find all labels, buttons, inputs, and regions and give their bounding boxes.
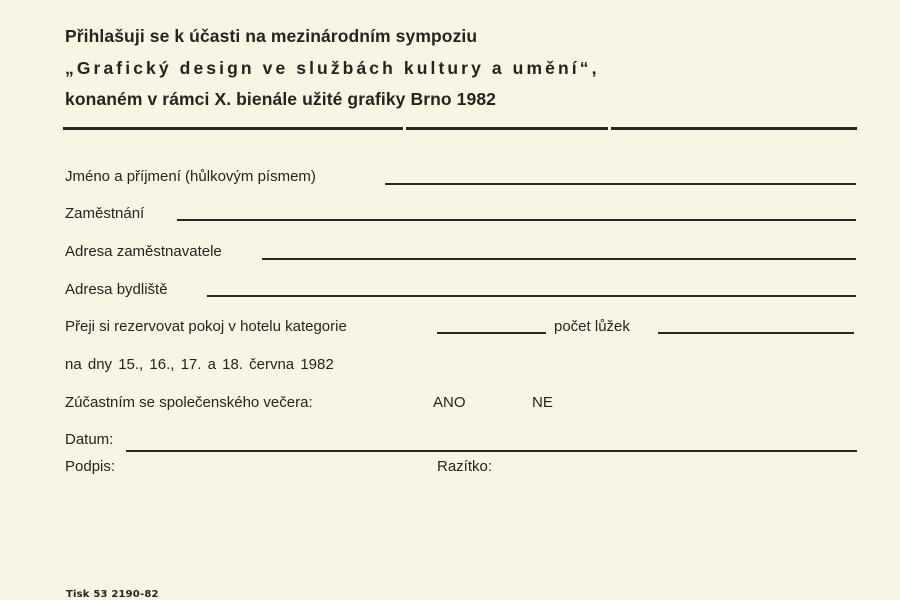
print-code: Tisk 53 2190-82: [66, 589, 159, 600]
stay-dates-text: na dny 15., 16., 17. a 18. června 1982: [65, 356, 334, 373]
employer-address-field[interactable]: [262, 258, 856, 260]
hotel-category-label: Přeji si rezervovat pokoj v hotelu kategorie: [65, 318, 347, 335]
name-field[interactable]: [385, 183, 856, 185]
employer-address-label: Adresa zaměstnavatele: [65, 243, 222, 260]
beds-count-field[interactable]: [658, 332, 854, 334]
home-address-label: Adresa bydliště: [65, 281, 168, 298]
header-line-2-symposium-title: „Grafický design ve službách kultury a umění“,: [65, 58, 600, 78]
stamp-label: Razítko:: [437, 458, 493, 475]
evening-yes-option[interactable]: ANO: [433, 394, 466, 411]
date-label: Datum:: [65, 431, 114, 448]
hotel-category-field[interactable]: [437, 332, 546, 334]
header-divider: [63, 127, 857, 130]
occupation-label: Zaměstnání: [65, 205, 145, 222]
date-field[interactable]: [126, 450, 857, 452]
header-line-3: konaném v rámci X. bienále užité grafiky Brno 1982: [65, 89, 496, 109]
name-label: Jméno a příjmení (hůlkovým písmem): [65, 168, 316, 185]
evening-no-option[interactable]: NE: [532, 394, 553, 411]
occupation-field[interactable]: [177, 219, 856, 221]
home-address-field[interactable]: [207, 295, 856, 297]
signature-label: Podpis:: [65, 458, 116, 475]
header-line-1: Přihlašuji se k účasti na mezinárodním sympoziu: [65, 26, 478, 46]
beds-count-label: počet lůžek: [554, 318, 630, 335]
social-evening-label: Zúčastním se společenského večera:: [65, 394, 313, 411]
